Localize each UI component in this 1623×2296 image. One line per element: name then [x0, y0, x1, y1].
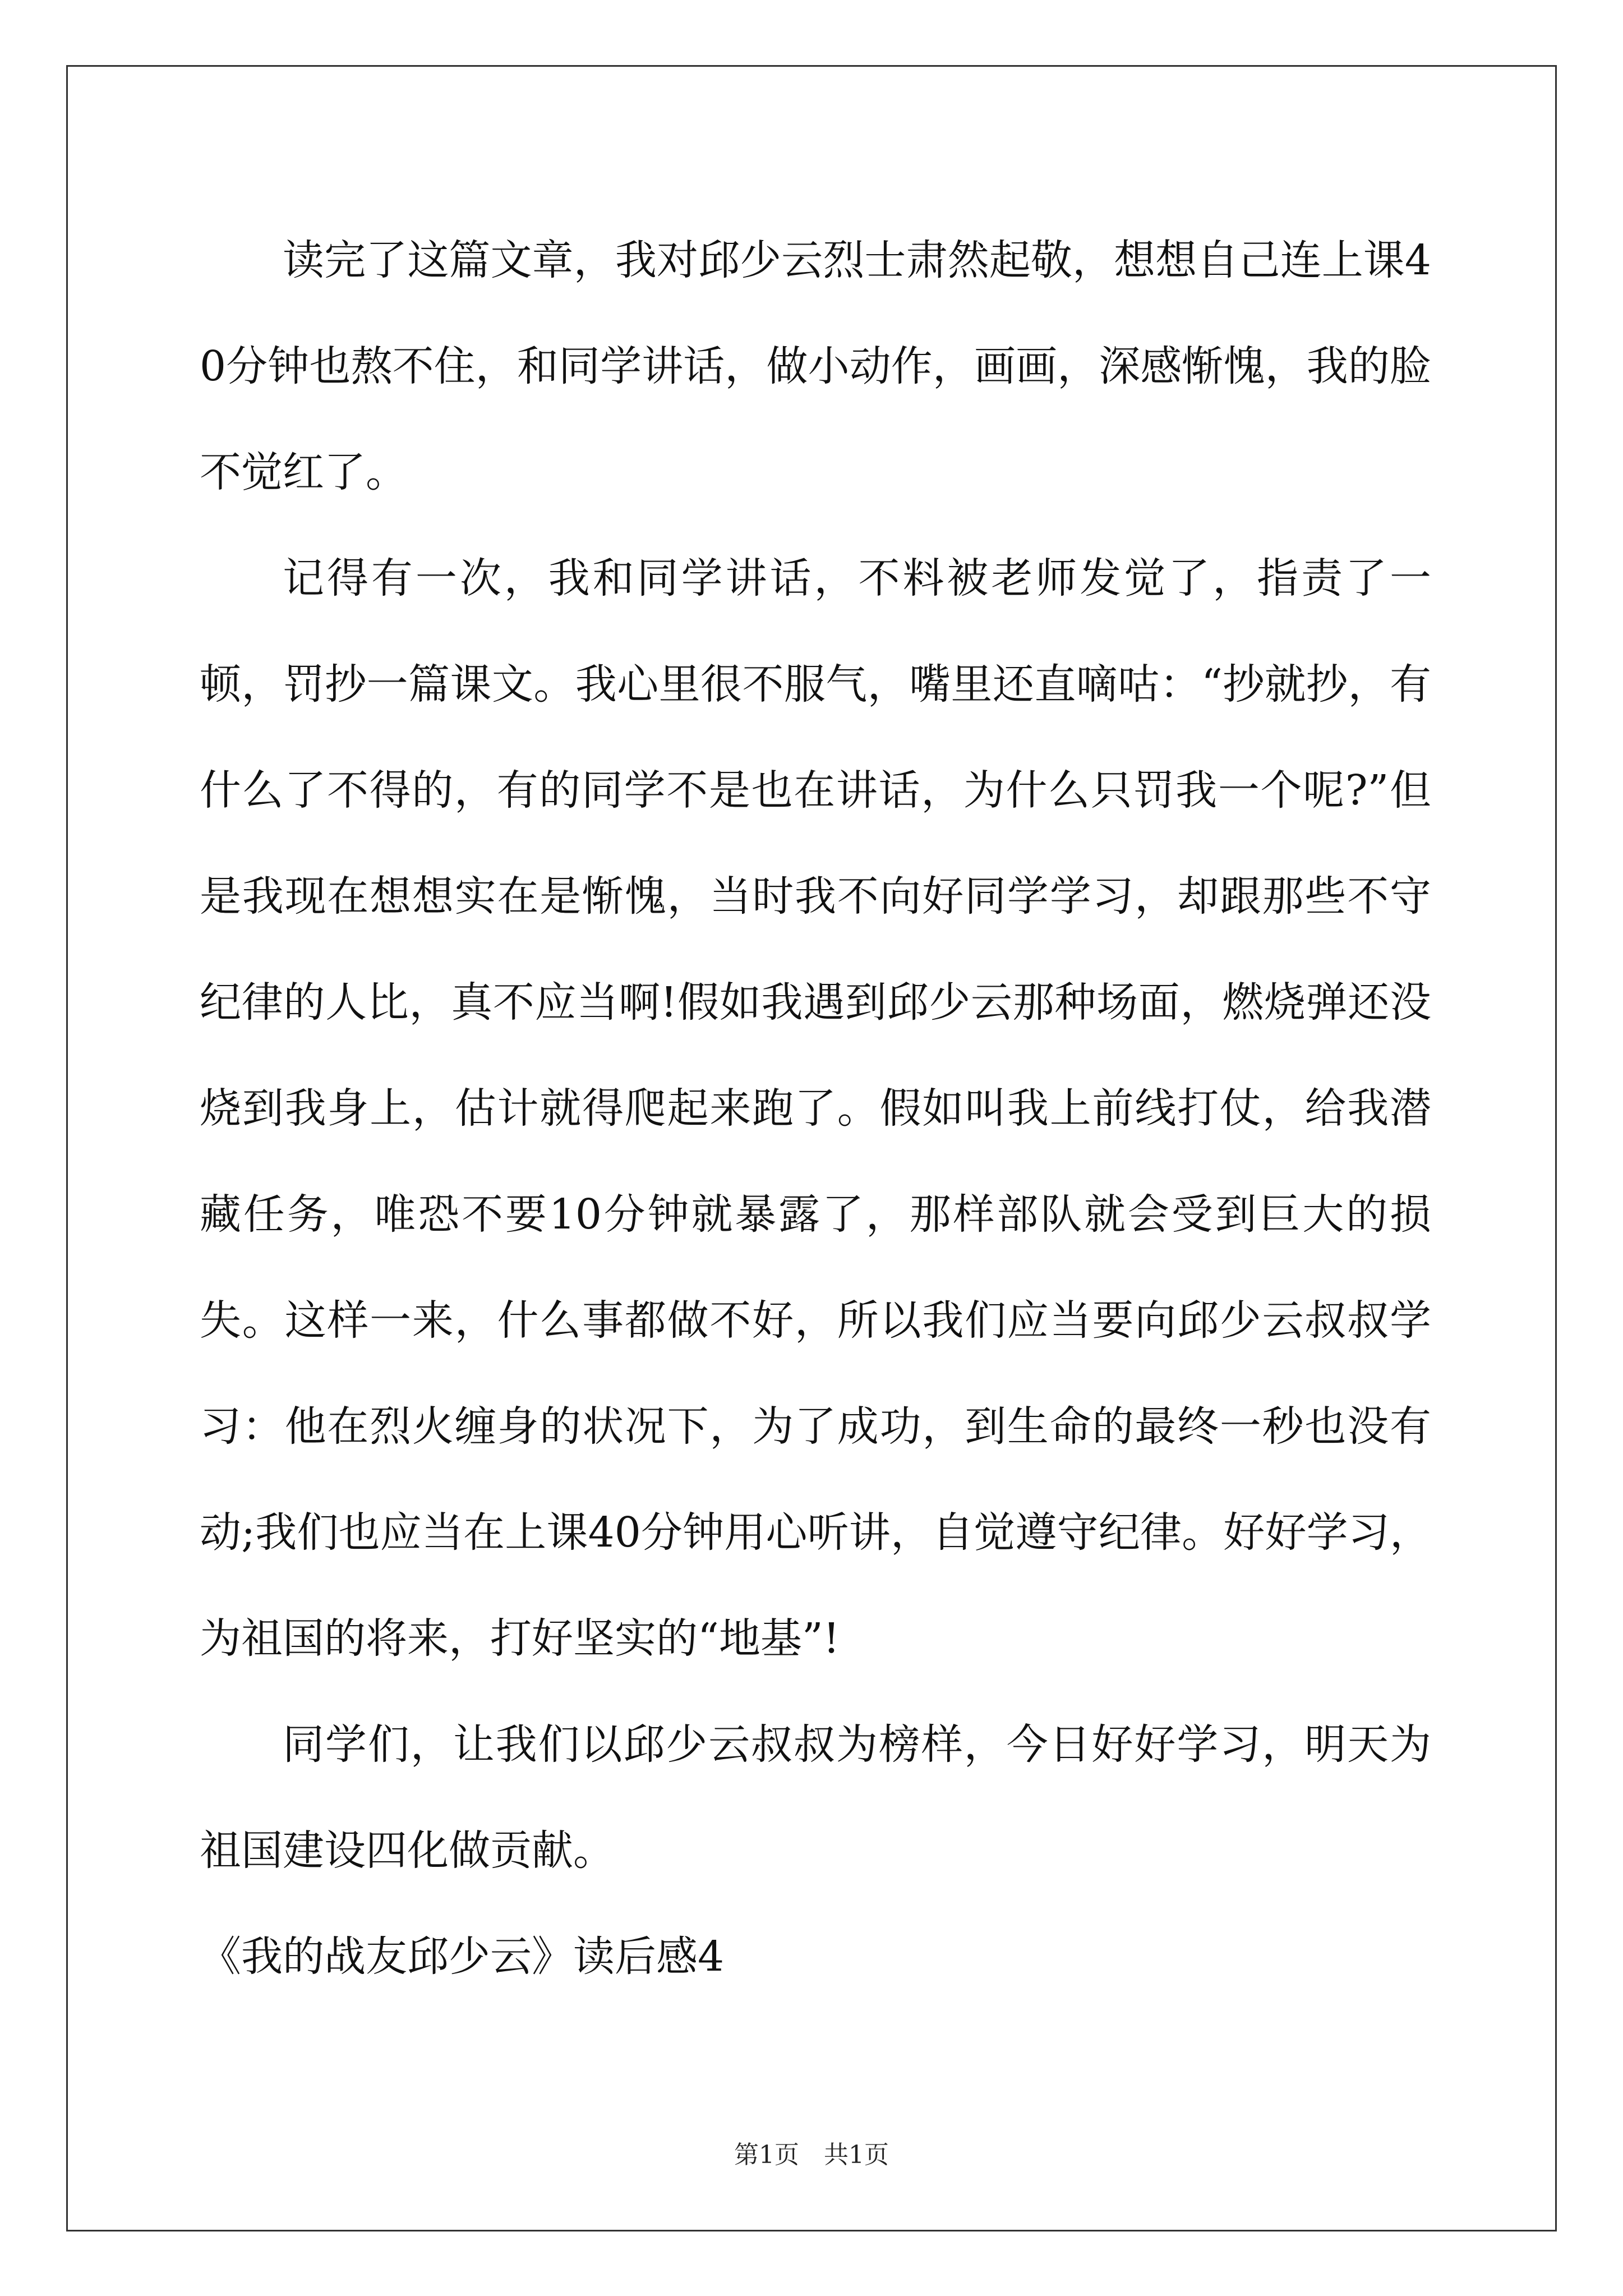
paragraph-3: 同学们，让我们以邱少云叔叔为榜样，今日好好学习，明天为祖国建设四化做贡献。: [200, 1720, 1431, 1875]
paragraph-1: 读完了这篇文章，我对邱少云烈士肃然起敬，想想自己连上课40分钟也熬不住，和同学讲话，做小动作，画画，深感惭愧，我的脸不觉红了。: [200, 236, 1431, 496]
paragraph-2: 记得有一次，我和同学讲话，不料被老师发觉了，指责了一顿，罚抄一篇课文。我心里很不服气，嘴里还直嘀咕：“抄就抄，有什么了不得的，有的同学不是也在讲话，为什么只罚我一个呢?”但是我现在想想实在是惭愧，当时我不向好同学学习，却跟那些不守纪律的人比，真不应当啊!假如我遇到邱少云那种场面，燃烧弹还没烧到我身上，估计就得爬起来跑了。假如叫我上前线打仗，给我潜藏任务，唯恐不要10分钟就暴露了，那样部队就会受到巨大的损失。这样一来，什么事都做不好，所以我们应当要向邱少云叔叔学习：他在烈火缠身的状况下，为了成功，到生命的最终一秒也没有动;我们也应当在上课40分钟用心听讲，自觉遵守纪律。好好学习，为祖国的将来，打好坚实的“地基”!: [200, 554, 1431, 1663]
page-number-footer: 第1页 共1页: [734, 2141, 889, 2169]
section-heading: 《我的战友邱少云》读后感4: [200, 1932, 725, 1981]
document-body: [200, 208, 1431, 2010]
